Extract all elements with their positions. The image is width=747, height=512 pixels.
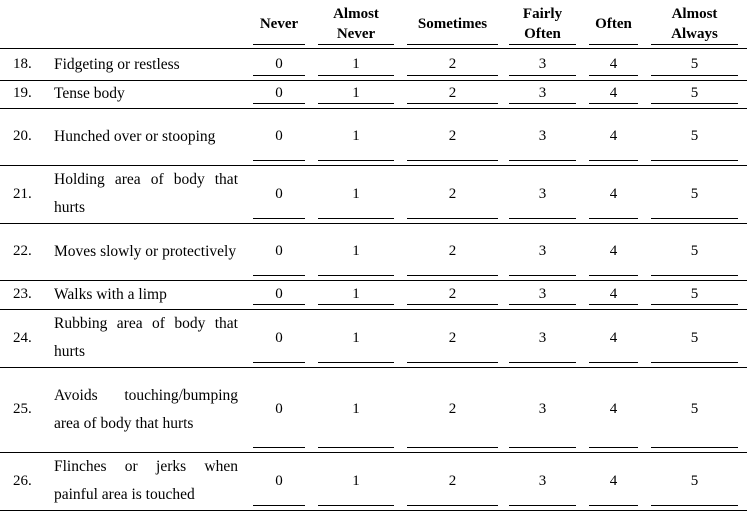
rating-underline bbox=[318, 103, 394, 104]
rating-option-almost-never[interactable]: 1 bbox=[352, 243, 360, 259]
header-underline bbox=[651, 44, 738, 45]
rating-option-often[interactable]: 4 bbox=[609, 128, 618, 144]
rating-underline bbox=[589, 218, 638, 219]
item-label: Moves slowly or protectively bbox=[54, 242, 237, 260]
rating-option-almost-always[interactable]: 5 bbox=[690, 56, 699, 72]
rating-underline bbox=[509, 447, 576, 448]
item-label: Fidgeting or restless bbox=[54, 55, 180, 73]
rating-option-almost-always[interactable]: 5 bbox=[690, 185, 699, 202]
rating-underline bbox=[589, 304, 638, 305]
rating-underline bbox=[253, 275, 305, 276]
rating-option-fairly-often[interactable]: 3 bbox=[538, 85, 547, 101]
rating-underline bbox=[318, 218, 394, 219]
header-underline bbox=[253, 44, 305, 45]
rating-option-almost-never[interactable]: 1 bbox=[352, 56, 360, 72]
rating-underline bbox=[407, 218, 498, 219]
rating-underline bbox=[651, 75, 738, 76]
rating-option-fairly-often[interactable]: 3 bbox=[538, 286, 547, 302]
rating-option-often[interactable]: 4 bbox=[609, 401, 618, 417]
rating-underline bbox=[318, 362, 394, 363]
rating-option-never[interactable]: 0 bbox=[275, 56, 283, 72]
rating-option-almost-always[interactable]: 5 bbox=[690, 401, 699, 417]
rating-underline bbox=[318, 304, 394, 305]
rating-underline bbox=[407, 160, 498, 161]
item-row-21 bbox=[0, 165, 747, 224]
rating-option-almost-always[interactable]: 5 bbox=[690, 329, 699, 346]
header-never: Never bbox=[259, 16, 299, 32]
rating-option-never[interactable]: 0 bbox=[275, 85, 283, 101]
rating-underline bbox=[589, 505, 638, 506]
item-number: 26. bbox=[13, 472, 32, 489]
rating-underline bbox=[589, 160, 638, 161]
rating-option-never[interactable]: 0 bbox=[275, 286, 283, 302]
item-label: Tense body bbox=[54, 84, 125, 102]
rating-option-almost-never[interactable]: 1 bbox=[352, 85, 360, 101]
item-label: Walks with a limp bbox=[54, 285, 167, 303]
rating-option-almost-never[interactable]: 1 bbox=[352, 329, 360, 346]
rating-option-almost-never[interactable]: 1 bbox=[352, 128, 360, 144]
item-row-25 bbox=[0, 367, 747, 453]
rating-option-fairly-often[interactable]: 3 bbox=[538, 401, 547, 417]
header-underline bbox=[509, 44, 576, 45]
rating-option-never[interactable]: 0 bbox=[275, 401, 283, 417]
rating-underline bbox=[651, 505, 738, 506]
rating-underline bbox=[589, 75, 638, 76]
rating-underline bbox=[318, 160, 394, 161]
rating-option-almost-always[interactable]: 5 bbox=[690, 472, 699, 489]
item-row-26 bbox=[0, 452, 747, 511]
item-row-19 bbox=[0, 79, 747, 109]
rating-option-sometimes[interactable]: 2 bbox=[448, 243, 457, 259]
rating-option-almost-never[interactable]: 1 bbox=[352, 185, 360, 202]
header-sometimes: Sometimes bbox=[417, 16, 488, 32]
rating-option-never[interactable]: 0 bbox=[275, 472, 283, 489]
item-row-20 bbox=[0, 108, 747, 166]
rating-underline bbox=[318, 275, 394, 276]
item-row-24 bbox=[0, 309, 747, 368]
item-row-23 bbox=[0, 280, 747, 310]
header-underline bbox=[589, 44, 638, 45]
rating-option-fairly-often[interactable]: 3 bbox=[538, 185, 547, 202]
rating-option-fairly-often[interactable]: 3 bbox=[538, 472, 547, 489]
rating-underline bbox=[407, 75, 498, 76]
rating-option-never[interactable]: 0 bbox=[275, 243, 283, 259]
rating-option-fairly-often[interactable]: 3 bbox=[538, 243, 547, 259]
rating-underline bbox=[509, 362, 576, 363]
rating-option-almost-always[interactable]: 5 bbox=[690, 85, 699, 101]
rating-option-fairly-often[interactable]: 3 bbox=[538, 329, 547, 346]
header-underline bbox=[407, 44, 498, 45]
item-number: 19. bbox=[13, 85, 32, 101]
rating-underline bbox=[509, 218, 576, 219]
item-number: 21. bbox=[13, 185, 32, 202]
item-label: Holding area of body that hurts bbox=[54, 171, 238, 216]
item-label: Hunched over or stooping bbox=[54, 127, 216, 145]
rating-option-often[interactable]: 4 bbox=[609, 85, 618, 101]
rating-option-often[interactable]: 4 bbox=[609, 472, 618, 489]
rating-underline bbox=[253, 103, 305, 104]
rating-underline bbox=[318, 447, 394, 448]
rating-option-almost-never[interactable]: 1 bbox=[352, 472, 360, 489]
rating-underline bbox=[651, 362, 738, 363]
rating-underline bbox=[651, 160, 738, 161]
item-number: 24. bbox=[13, 329, 32, 346]
rating-option-sometimes[interactable]: 2 bbox=[448, 56, 457, 72]
rating-option-often[interactable]: 4 bbox=[609, 329, 618, 346]
rating-option-sometimes[interactable]: 2 bbox=[448, 401, 457, 417]
rating-underline bbox=[509, 304, 576, 305]
rating-underline bbox=[253, 362, 305, 363]
rating-underline bbox=[253, 160, 305, 161]
header-often: Often bbox=[595, 16, 632, 32]
rating-underline bbox=[509, 275, 576, 276]
rating-option-sometimes[interactable]: 2 bbox=[448, 329, 457, 346]
item-row-18 bbox=[0, 48, 747, 81]
item-number: 25. bbox=[13, 401, 32, 417]
rating-underline bbox=[589, 275, 638, 276]
rating-option-almost-always[interactable]: 5 bbox=[690, 243, 699, 259]
rating-option-almost-always[interactable]: 5 bbox=[690, 128, 699, 144]
rating-underline bbox=[407, 447, 498, 448]
rating-underline bbox=[253, 218, 305, 219]
rating-underline bbox=[318, 505, 394, 506]
item-label: Rubbing area of body that hurts bbox=[54, 315, 238, 360]
rating-underline bbox=[253, 505, 305, 506]
item-number: 23. bbox=[13, 286, 32, 302]
item-label: Flinches or jerks when painful area is touched bbox=[54, 458, 238, 503]
rating-underline bbox=[318, 75, 394, 76]
item-number: 20. bbox=[13, 128, 32, 144]
rating-underline bbox=[253, 304, 305, 305]
item-number: 18. bbox=[13, 56, 32, 72]
rating-underline bbox=[651, 275, 738, 276]
rating-option-almost-never[interactable]: 1 bbox=[352, 286, 360, 302]
rating-option-often[interactable]: 4 bbox=[609, 185, 618, 202]
rating-option-never[interactable]: 0 bbox=[275, 185, 283, 202]
rating-option-almost-always[interactable]: 5 bbox=[690, 286, 699, 302]
rating-option-sometimes[interactable]: 2 bbox=[448, 472, 457, 489]
rating-underline bbox=[589, 362, 638, 363]
item-label: Avoids touching/bumping area of body that hurts bbox=[54, 386, 238, 432]
rating-option-sometimes[interactable]: 2 bbox=[448, 286, 457, 302]
rating-underline bbox=[509, 505, 576, 506]
rating-option-often[interactable]: 4 bbox=[609, 243, 618, 259]
rating-underline bbox=[407, 505, 498, 506]
rating-option-sometimes[interactable]: 2 bbox=[448, 85, 457, 101]
header-almost-never: Almost Never bbox=[333, 6, 379, 42]
item-number: 22. bbox=[13, 243, 32, 259]
rating-underline bbox=[253, 447, 305, 448]
rating-option-never[interactable]: 0 bbox=[275, 329, 283, 346]
item-row-22 bbox=[0, 223, 747, 281]
rating-option-fairly-often[interactable]: 3 bbox=[538, 128, 547, 144]
rating-option-never[interactable]: 0 bbox=[275, 128, 283, 144]
rating-underline bbox=[651, 218, 738, 219]
rating-option-often[interactable]: 4 bbox=[609, 56, 618, 72]
rating-underline bbox=[509, 160, 576, 161]
header-almost-always: Almost Always bbox=[671, 6, 718, 42]
rating-option-almost-never[interactable]: 1 bbox=[352, 401, 360, 417]
rating-underline bbox=[651, 103, 738, 104]
rating-underline bbox=[509, 75, 576, 76]
rating-option-often[interactable]: 4 bbox=[609, 286, 618, 302]
rating-option-fairly-often[interactable]: 3 bbox=[538, 56, 547, 72]
header-fairly-often: Fairly Often bbox=[522, 6, 563, 42]
rating-underline bbox=[253, 75, 305, 76]
rating-underline bbox=[407, 362, 498, 363]
rating-underline bbox=[589, 103, 638, 104]
rating-underline bbox=[407, 275, 498, 276]
rating-underline bbox=[651, 304, 738, 305]
rating-underline bbox=[589, 447, 638, 448]
rating-option-sometimes[interactable]: 2 bbox=[448, 185, 457, 202]
rating-underline bbox=[407, 103, 498, 104]
rating-underline bbox=[407, 304, 498, 305]
rating-underline bbox=[651, 447, 738, 448]
rating-option-sometimes[interactable]: 2 bbox=[448, 128, 457, 144]
rating-underline bbox=[509, 103, 576, 104]
header-underline bbox=[318, 44, 394, 45]
